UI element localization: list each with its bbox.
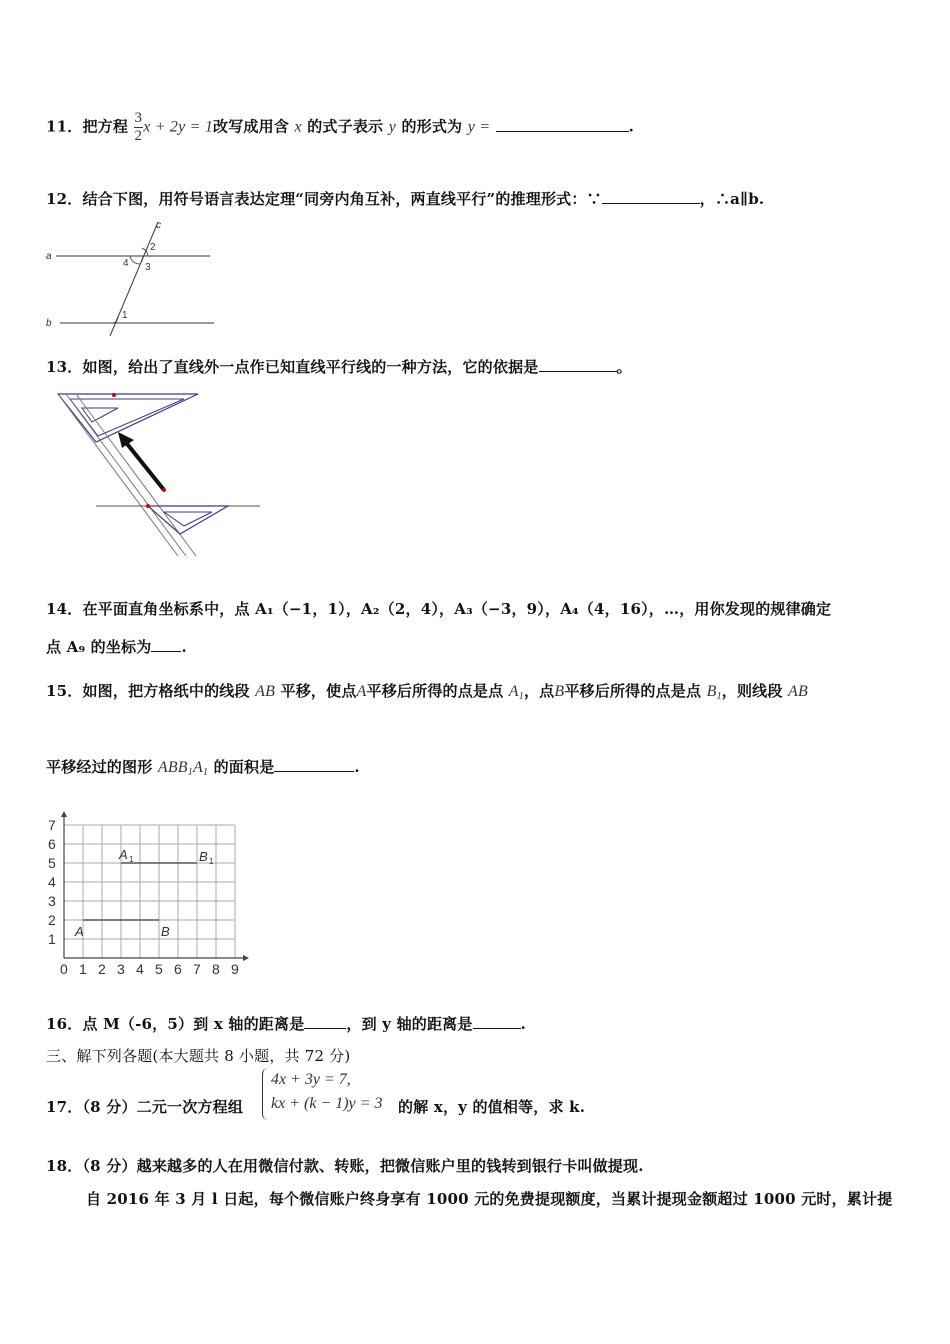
question-number: 15． (46, 682, 83, 700)
question-18: 18．（8 分）越来越多的人在用微信付款、转账，把微信账户里的钱转到银行卡叫做提现. (46, 1157, 644, 1175)
fraction: $\frac{3}{2}$ (134, 110, 143, 144)
question-16: 16．点 M（-6，5）到 x 轴的距离是 ，到 y 轴的距离是 . (46, 1015, 527, 1033)
question-15-line-2: 平移经过的图形 $ABB_1A_1$ 的面积是 . (46, 758, 360, 778)
x-tick-label: 0 (60, 961, 68, 977)
answer-blank[interactable] (473, 1014, 521, 1029)
y-tick-label: 5 (48, 855, 56, 871)
question-number: 11． (46, 117, 83, 136)
x-tick-label: 2 (98, 961, 106, 977)
answer-blank[interactable] (496, 117, 629, 132)
y-tick-label: 7 (48, 817, 56, 833)
question-18-line-2: 自 2016 年 3 月 l 日起，每个微信账户终身享有 1000 元的免费提现额度，当累计提现金额超过 1000 元时，累计提 (86, 1190, 893, 1208)
question-number: 12． (46, 190, 83, 208)
question-14-line-2: 点 A₉ 的坐标为 . (46, 638, 187, 656)
angle-3: 3 (145, 262, 151, 273)
answer-blank[interactable] (602, 189, 700, 204)
set-square-figure (52, 388, 267, 563)
angle-2: 2 (150, 242, 156, 253)
equation-1: 4x + 3y = 7, (271, 1071, 351, 1088)
y-tick-label: 1 (48, 931, 56, 947)
x-tick-label: 3 (117, 961, 125, 977)
question-14: 14．在平面直角坐标系中，点 A₁（−1，1），A₂（2，4），A₃（−3，9），A₄（4，16），…，用你发现的规律确定 (46, 600, 832, 618)
question-12: 12．结合下图，用符号语言表达定理“同旁内角互补，两直线平行”的推理形式：∵ ，∴a∥b. (46, 190, 765, 208)
question-number: 18． (46, 1157, 83, 1175)
equation-2: kx + (k − 1)y = 3 (271, 1095, 383, 1112)
question-number: 16． (46, 1015, 83, 1033)
question-13: 13．如图，给出了直线外一点作已知直线平行线的一种方法，它的依据是 。 (46, 358, 632, 376)
x-tick-label: 1 (79, 961, 87, 977)
equation: x + 2y = 1 (143, 118, 214, 136)
question-number: 17． (46, 1098, 83, 1116)
point-label-a: A (75, 924, 84, 939)
angle-1: 1 (122, 310, 128, 321)
point-label-a1: A (119, 847, 128, 862)
x-tick-label: 6 (174, 961, 182, 977)
x-tick-label: 5 (155, 961, 163, 977)
section-title: 三、解下列各题(本大题共 8 小题，共 72 分) (46, 1047, 351, 1065)
question-17: 17．（8 分）二元一次方程组 (46, 1098, 244, 1116)
y-tick-label: 4 (48, 874, 56, 890)
answer-blank[interactable] (274, 757, 354, 772)
question-number: 14． (46, 600, 83, 618)
y-tick-label: 3 (48, 893, 56, 909)
point-label-a1-sub: 1 (129, 855, 134, 864)
question-11: 11．把方程 $\frac{3}{2}$ x + 2y = 1改写成用含 x 的式子表示 y 的形式为 y = . (46, 110, 635, 144)
equation-system (262, 1068, 407, 1120)
point-label-b1-sub: 1 (209, 857, 214, 866)
answer-blank[interactable] (539, 357, 617, 372)
label-b: b (46, 318, 52, 329)
answer-blank[interactable] (304, 1014, 346, 1029)
y-tick-label: 6 (48, 836, 56, 852)
x-tick-label: 9 (231, 961, 239, 977)
x-tick-label: 4 (136, 961, 144, 977)
point-label-b1: B (199, 849, 208, 864)
parallel-lines-figure (44, 218, 224, 338)
question-17-tail: 的解 x，y 的值相等，求 k. (398, 1098, 586, 1116)
answer-blank[interactable] (151, 637, 181, 652)
question-15: 15．如图，把方格纸中的线段 AB 平移，使点A平移后所得的点是点 $A_1$，点B平移后所得的点是点 $B_1$，则线段 AB (46, 682, 808, 702)
coordinate-grid-figure (42, 804, 262, 982)
x-tick-label: 7 (193, 961, 201, 977)
question-number: 13． (46, 358, 83, 376)
x-axis-arrow (243, 955, 249, 961)
point-label-b: B (161, 924, 170, 939)
angle-4: 4 (123, 258, 129, 269)
label-c: c (156, 220, 161, 231)
y-tick-label: 2 (48, 912, 56, 928)
label-a: a (46, 251, 52, 262)
y-axis-arrow (61, 811, 67, 817)
x-tick-label: 8 (212, 961, 220, 977)
